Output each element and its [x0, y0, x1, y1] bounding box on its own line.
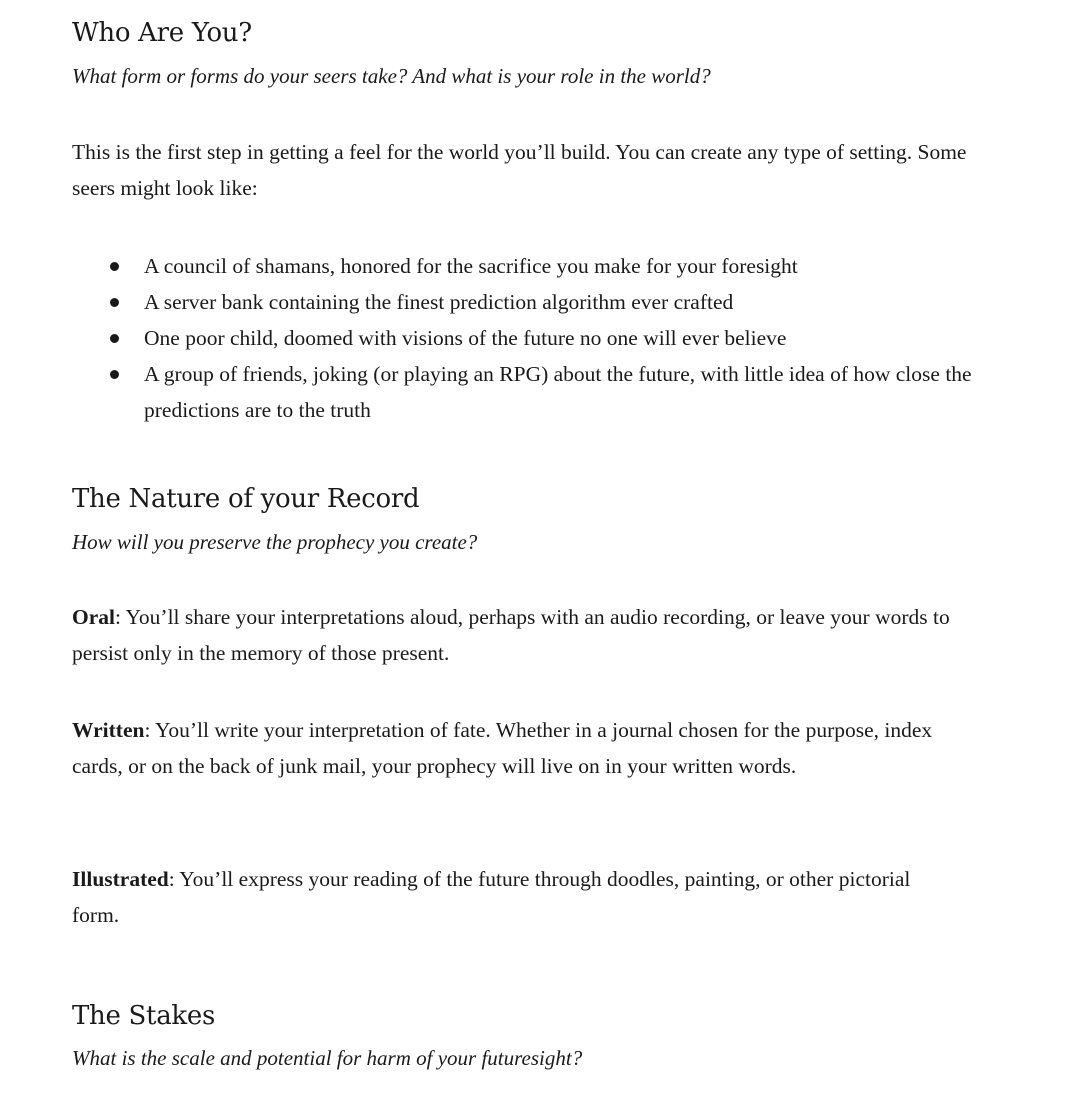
- list-item-text: A council of shamans, honored for the sacrifice you make for your foresight: [144, 254, 798, 278]
- bullet-icon: [110, 370, 119, 379]
- subtitle-nature-of-record: How will you preserve the prophecy you create?: [72, 530, 478, 554]
- bullet-icon: [110, 298, 119, 307]
- list-item: [72, 248, 992, 284]
- heading-the-stakes: The Stakes: [72, 1001, 215, 1031]
- subtitle-the-stakes: What is the scale and potential for harm of your futuresight?: [72, 1046, 583, 1070]
- list-item-text: One poor child, doomed with visions of the future no one will ever believe: [144, 326, 787, 350]
- option-text: : You’ll express your reading of the future through doodles, painting, or other pictorial form.: [72, 867, 911, 927]
- option-text: : You’ll write your interpretation of fate. Whether in a journal chosen for the purpose, index cards, or on the back of junk mail, your prophecy will live on in your written words.: [72, 718, 933, 778]
- seer-examples-list: [72, 248, 992, 428]
- list-item-text: A server bank containing the finest prediction algorithm ever crafted: [144, 290, 734, 314]
- option-written: [72, 712, 952, 784]
- list-item: [72, 320, 992, 356]
- list-item: [72, 284, 992, 320]
- option-text: : You’ll share your interpretations aloud, perhaps with an audio recording, or leave your words to persist only in the memory of those present.: [72, 605, 950, 665]
- subtitle-who-are-you: What form or forms do your seers take? And what is your role in the world?: [72, 64, 711, 88]
- option-term: Oral: [72, 605, 115, 629]
- list-item: [72, 356, 992, 428]
- option-term: Written: [72, 718, 145, 742]
- heading-nature-of-record: The Nature of your Record: [72, 484, 420, 514]
- option-illustrated: [72, 861, 932, 933]
- list-item-text: A group of friends, joking (or playing an RPG) about the future, with little idea of how close the predictions are to the truth: [144, 362, 972, 422]
- intro-paragraph: This is the first step in getting a feel for the world you’ll build. You can create any type of setting. Some seers might look like:: [72, 140, 967, 200]
- option-oral: [72, 599, 992, 671]
- bullet-icon: [110, 334, 119, 343]
- bullet-icon: [110, 262, 119, 271]
- heading-who-are-you: Who Are You?: [72, 18, 252, 48]
- option-term: Illustrated: [72, 867, 169, 891]
